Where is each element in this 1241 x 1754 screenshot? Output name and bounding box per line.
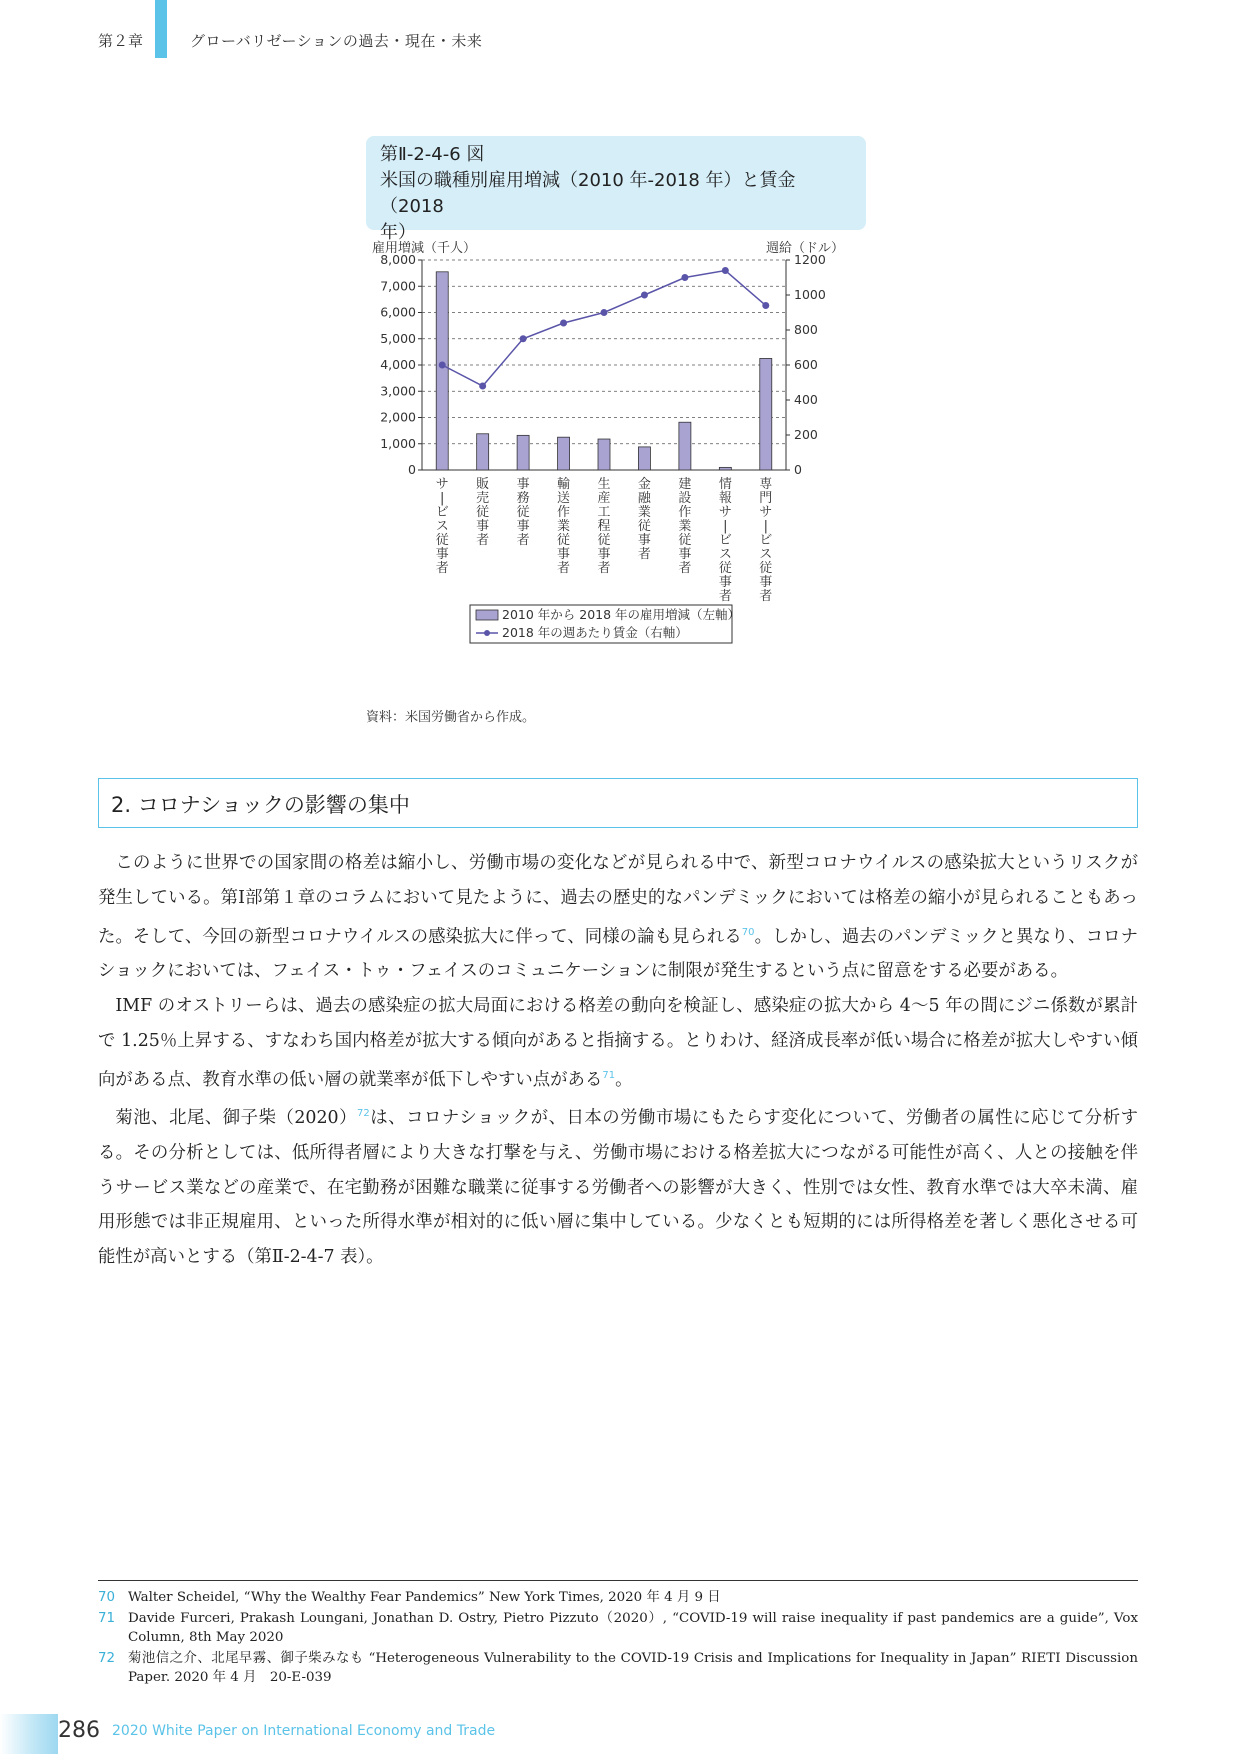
figure-title-box bbox=[366, 136, 866, 243]
bar bbox=[638, 447, 650, 470]
left-tick-label: 0 bbox=[408, 462, 416, 477]
wage-point bbox=[439, 362, 446, 369]
right-tick-label: 0 bbox=[794, 462, 802, 477]
chart bbox=[360, 240, 880, 680]
legend-line-label: 2018 年の週あたり賃金（右軸） bbox=[502, 625, 688, 640]
right-axis-label: 週給（ドル） bbox=[765, 241, 844, 256]
section-title: 2. コロナショックの影響の集中 bbox=[111, 793, 410, 817]
bar bbox=[760, 358, 772, 470]
right-tick-label: 1000 bbox=[794, 287, 826, 302]
wage-point bbox=[681, 274, 688, 281]
wage-point bbox=[762, 302, 769, 309]
bar bbox=[719, 467, 731, 470]
figure-title-line2: 年） bbox=[380, 222, 416, 243]
wage-point bbox=[479, 383, 486, 390]
left-axis-label: 雇用増減（千人） bbox=[372, 241, 477, 256]
footnotes bbox=[98, 1588, 1138, 1689]
left-tick-label: 5,000 bbox=[380, 330, 416, 346]
body-text bbox=[98, 846, 1138, 1275]
wage-point bbox=[722, 267, 729, 274]
figure-label: 第Ⅱ-2-4-6 図 bbox=[380, 144, 485, 165]
footnote: 70 Walter Scheidel, “Why the Wealthy Fear Pandemics” New York Times, 2020 年 4 月 9 日 bbox=[98, 1590, 721, 1605]
left-tick-label: 1,000 bbox=[380, 435, 416, 451]
bar bbox=[558, 437, 570, 470]
right-tick-label: 1200 bbox=[794, 252, 826, 267]
footer-book-title: 2020 White Paper on International Economy and Trade bbox=[112, 1723, 496, 1739]
paragraph: IMF のオストリーらは、過去の感染症の拡大局面における格差の動向を検証し、感染症の拡大から 4〜5 年の間にジニ係数が累計で 1.25％上昇する、すなわち国内格差が拡大する傾向があると指摘する。とりわけ、経済成長率が低い場合に格差が拡大しやすい傾向がある点、教育水準の低い層の就業率が低下しやすい点がある$^{71}$。 bbox=[98, 995, 1138, 1090]
paragraph: このように世界での国家間の格差は縮小し、労働市場の変化などが見られる中で、新型コロナウイルスの感染拡大というリスクが発生している。第Ⅰ部第１章のコラムにおいて見たように、過去の歴史的なパンデミックにおいては格差の縮小が見られることもあった。そして、今回の新型コロナウイルスの感染拡大に伴って、同様の論も見られる$^{70}$。しかし、過去のパンデミックと異なり、コロナショックにおいては、フェイス・トゥ・フェイスのコミュニケーションに制限が発生するという点に留意をする必要がある。 bbox=[98, 853, 1139, 982]
category-label: サ|ビス従事者 bbox=[435, 477, 449, 576]
bar bbox=[477, 434, 489, 470]
wage-point bbox=[601, 309, 608, 316]
footnote-number: 72 bbox=[98, 1651, 116, 1666]
figure-title-line1: 米国の職種別雇用増減（2010 年-2018 年）と賃金（2018 bbox=[380, 170, 796, 217]
bar bbox=[436, 272, 448, 470]
legend-bar-swatch bbox=[476, 610, 498, 620]
chart-svg bbox=[360, 240, 880, 700]
section-heading bbox=[98, 778, 1138, 828]
wage-point bbox=[641, 292, 648, 299]
bar bbox=[679, 422, 691, 470]
left-tick-label: 4,000 bbox=[380, 357, 416, 372]
left-tick-label: 3,000 bbox=[380, 383, 416, 399]
category-label: 専門サ|ビス従事者 bbox=[759, 477, 773, 604]
wage-point bbox=[520, 335, 527, 342]
footnote-number: 70 bbox=[98, 1590, 116, 1605]
category-label: 生産工程従事者 bbox=[597, 477, 611, 576]
category-label: 建設作業従事者 bbox=[678, 477, 692, 576]
right-tick-label: 200 bbox=[794, 427, 818, 442]
bar bbox=[517, 435, 529, 470]
header-accent-bar bbox=[155, 0, 167, 58]
paragraph: 菊池、北尾、御子柴（2020）$^{72}$は、コロナショックが、日本の労働市場にもたらす変化について、労働者の属性に応じて分析する。その分析としては、低所得者層により大きな打撃を与え、労働市場における格差拡大につながる可能性が高く、人との接触を伴うサービス業などの産業で、在宅勤務が困難な職業に従事する労働者への影響が大きく、性別では女性、教育水準では大卒未満、雇用形態では非正規雇用、といった所得水準が相対的に低い層に集中している。少なくとも短期的には所得格差を著しく悪化させる可能性が高いとする（第Ⅱ-2-4-7 表）。 bbox=[98, 1107, 1138, 1268]
left-tick-label: 2,000 bbox=[380, 409, 416, 425]
category-label: 事務従事者 bbox=[516, 477, 530, 548]
category-label: 金融業従事者 bbox=[637, 477, 651, 562]
page-header bbox=[0, 0, 1241, 62]
bar bbox=[598, 439, 610, 470]
chapter-title: グローバリゼーションの過去・現在・未来 bbox=[190, 32, 483, 50]
footnote-number: 71 bbox=[98, 1611, 116, 1626]
wage-point bbox=[560, 320, 567, 327]
footnote-ref[interactable]: 71 bbox=[602, 1069, 616, 1081]
legend-bar-label: 2010 年から 2018 年の雇用増減（左軸） bbox=[502, 607, 741, 622]
footnote: 72 菊池信之介、北尾早霧、御子柴みなも “Heterogeneous Vulnerability to the COVID-19 Crisis and Implications for Inequality in Japan” RIETI Discussion Paper. 2020 年 4 月 20-E-039 bbox=[98, 1651, 1138, 1685]
left-tick-label: 8,000 bbox=[380, 252, 416, 267]
wage-line bbox=[442, 271, 766, 387]
category-label: 販売従事者 bbox=[476, 477, 490, 548]
right-tick-label: 400 bbox=[794, 392, 818, 407]
footnote-divider bbox=[98, 1580, 1138, 1581]
footnote: 71 Davide Furceri, Prakash Loungani, Jonathan D. Ostry, Pietro Pizzuto（2020）, “COVID-19 will raise inequality if past pandemics are a guide”, Vox Column, 8th May 2020 bbox=[98, 1611, 1138, 1645]
figure-source: 資料：米国労働省から作成。 bbox=[366, 710, 536, 725]
left-tick-label: 7,000 bbox=[380, 278, 416, 294]
left-tick-label: 6,000 bbox=[380, 304, 416, 320]
right-tick-label: 800 bbox=[794, 322, 818, 337]
footnote-ref[interactable]: 70 bbox=[741, 926, 755, 938]
legend-line-marker bbox=[484, 630, 490, 636]
chapter-label: 第２章 bbox=[98, 32, 144, 50]
footnote-ref[interactable]: 72 bbox=[357, 1108, 370, 1120]
footer-accent bbox=[0, 1714, 58, 1754]
category-label: 輸送作業従事者 bbox=[557, 477, 571, 576]
right-tick-label: 600 bbox=[794, 357, 818, 372]
page-number: 286 bbox=[58, 1718, 100, 1743]
category-label: 情報サ|ビス従事者 bbox=[718, 477, 732, 604]
